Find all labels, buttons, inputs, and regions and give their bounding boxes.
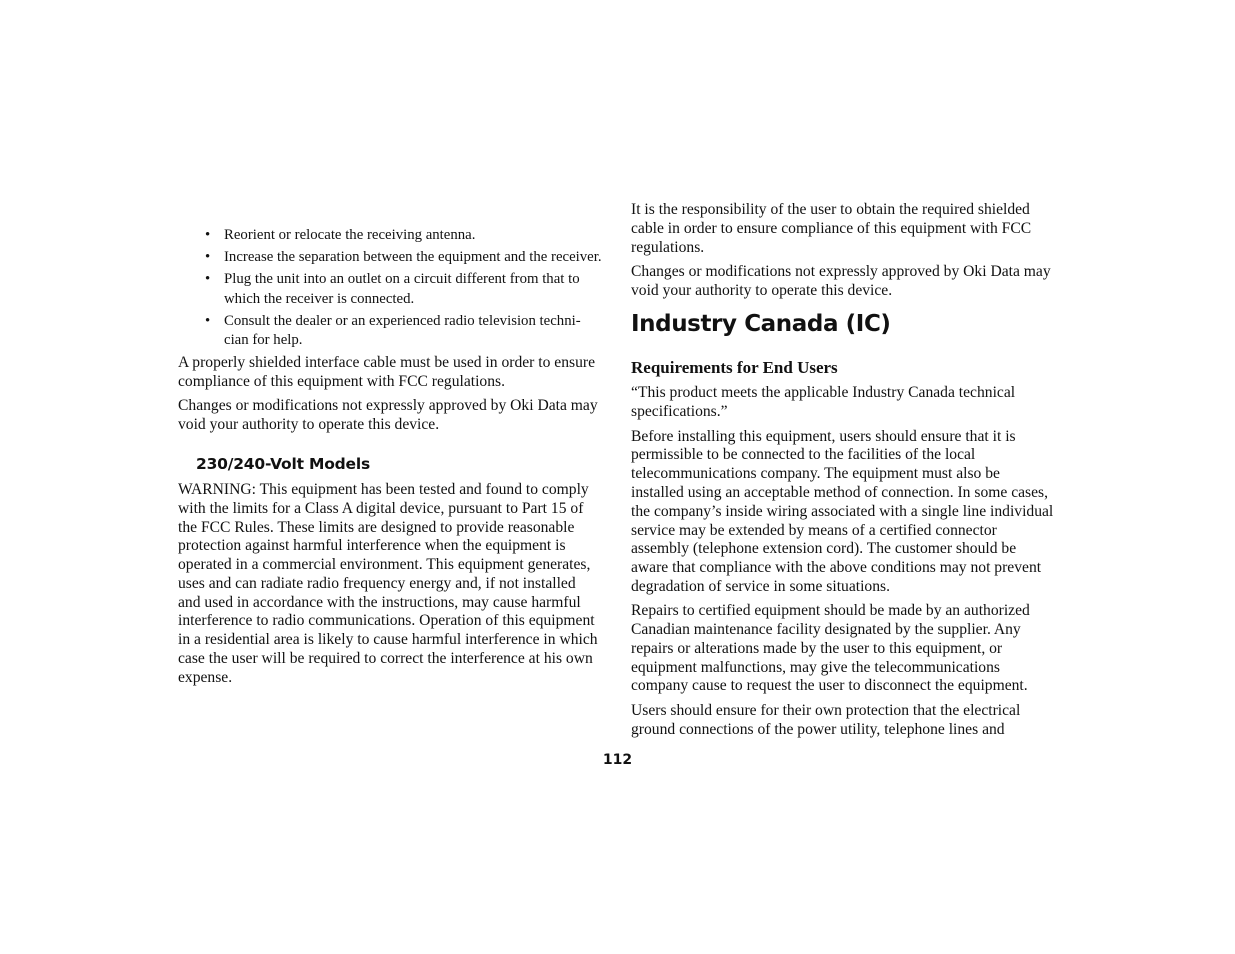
bullet-icon: • xyxy=(205,249,211,266)
bullet-list xyxy=(178,226,602,350)
requirements-heading: Requirements for End Users xyxy=(631,358,838,378)
list-item xyxy=(178,270,602,308)
section-title: Industry Canada (IC) xyxy=(631,311,891,338)
left-column xyxy=(178,226,602,693)
changes-paragraph: Changes or modifications not expressly approved by Oki Data may void your authority to operate this device. xyxy=(631,262,1051,299)
bullet-text: Reorient or relocate the receiving antenna. xyxy=(224,227,476,243)
bullet-text: Increase the separation between the equipment and the receiver. xyxy=(224,249,602,266)
bullet-icon: • xyxy=(205,227,211,243)
page-number: 112 xyxy=(602,752,633,768)
ground-connections-paragraph: Users should ensure for their own protection that the electrical ground connections of the power utility, telephone lines and xyxy=(631,701,1021,738)
voltage-models-heading: 230/240-Volt Models xyxy=(196,454,371,473)
bullet-text: Plug the unit into an outlet on a circuit different from that to which the receiver is connected. xyxy=(224,271,580,307)
list-item xyxy=(178,312,602,350)
bullet-icon: • xyxy=(205,312,211,329)
repairs-paragraph: Repairs to certified equipment should be made by an authorized Canadian maintenance facility designated by the supplier. Any repairs or alterations made by the user to this equipment, or equipment malfunctions, may give the telecommunications company cause to request the user to disconnect the equipment. xyxy=(631,602,1030,695)
list-item xyxy=(178,226,602,245)
shielded-cable-paragraph: A properly shielded interface cable must be used in order to ensure compliance of this equipment with FCC regulations. xyxy=(178,354,595,391)
changes-paragraph: Changes or modifications not expressly approved by Oki Data may void your authority to operate this device. xyxy=(178,397,598,434)
installation-paragraph: Before installing this equipment, users should ensure that it is permissible to be connected to the facilities of the local telecommunications company. The equipment must also be installed using an acceptable method of connection. In some cases, the company’s inside wiring associated with a single line individual service may be extended by means of a certified connector assembly (telephone extension cord). The customer should be aware that compliance with the above conditions may not prevent degradation of service in some situations. xyxy=(631,427,1054,595)
bullet-text: Consult the dealer or an experienced radio television techni-cian for help. xyxy=(224,312,581,349)
right-column xyxy=(631,201,1055,745)
list-item xyxy=(178,248,602,267)
warning-paragraph: WARNING: This equipment has been tested and found to comply with the limits for a Class A digital device, pursuant to Part 15 of the FCC Rules. These limits are designed to provide reasonable protection against harmful interference when the equipment is operated in a commercial environment. This equipment generates, uses and can radiate radio frequency energy and, if not installed and used in accordance with the instructions, may cause harmful interference to radio communications. Operation of this equipment in a residential area is likely to cause harmful interference in which case the user will be required to correct the interference at his own expense. xyxy=(178,480,598,686)
bullet-icon: • xyxy=(205,271,211,288)
responsibility-paragraph: It is the responsibility of the user to obtain the required shielded cable in order to ensure compliance of this equipment with FCC regulations. xyxy=(631,201,1032,256)
quote-paragraph: “This product meets the applicable Industry Canada technical specifications.” xyxy=(631,384,1016,421)
